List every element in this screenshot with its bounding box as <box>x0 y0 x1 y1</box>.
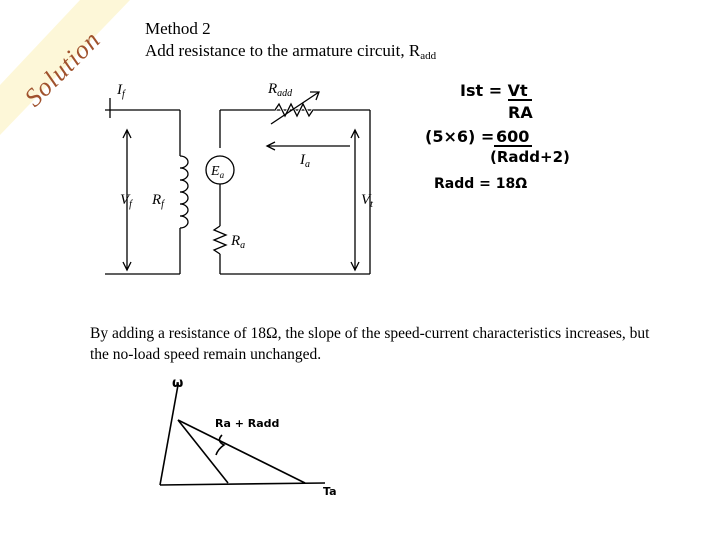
vf-label: $V_f$ <box>120 192 132 210</box>
calc-line2-num: 600 <box>496 127 530 146</box>
y-axis-label: ω <box>172 376 184 391</box>
ea-label: $E_a$ <box>211 164 225 180</box>
curve-label: Ra + Radd <box>215 417 280 430</box>
if-label: $I_f$ <box>117 82 125 100</box>
explanation-paragraph: By adding a resistance of 18Ω, the slope of the speed-current characteristics increases, but the no-load speed remain unchanged. <box>90 325 650 363</box>
speed-torque-sketch <box>140 375 350 500</box>
heading-description-sub: add <box>420 50 437 62</box>
x-axis <box>160 483 325 485</box>
curve-label-pointer <box>216 435 224 455</box>
vt-label: $V_t$ <box>361 192 373 210</box>
ribbon-text: Solution <box>18 24 107 113</box>
heading-description <box>145 40 436 67</box>
calc-line2-left: (5×6) = <box>425 127 495 146</box>
motor-circuit-diagram <box>105 78 395 290</box>
heading-description-main: Add resistance to the armature circuit, R <box>145 41 421 60</box>
armature-resistor <box>214 226 226 254</box>
rf-label: $R_f$ <box>152 192 164 210</box>
calc-line2-den: (Radd+2) <box>490 148 570 166</box>
ra-label: $R_a$ <box>231 233 246 251</box>
handwritten-calculation <box>420 78 580 200</box>
x-axis-label: Ta <box>323 485 337 498</box>
slide-heading <box>145 18 436 67</box>
heading-method: Method 2 <box>145 19 211 38</box>
calc-line1: Ist = Vt <box>460 81 528 100</box>
calc-line1-den: RA <box>508 103 533 122</box>
field-winding-coil <box>180 156 188 228</box>
ia-label: $I_a$ <box>300 152 310 170</box>
radd-label: $R_{add}$ <box>268 81 293 99</box>
calc-line3: Radd = 18Ω <box>434 176 528 192</box>
y-axis <box>160 385 178 485</box>
